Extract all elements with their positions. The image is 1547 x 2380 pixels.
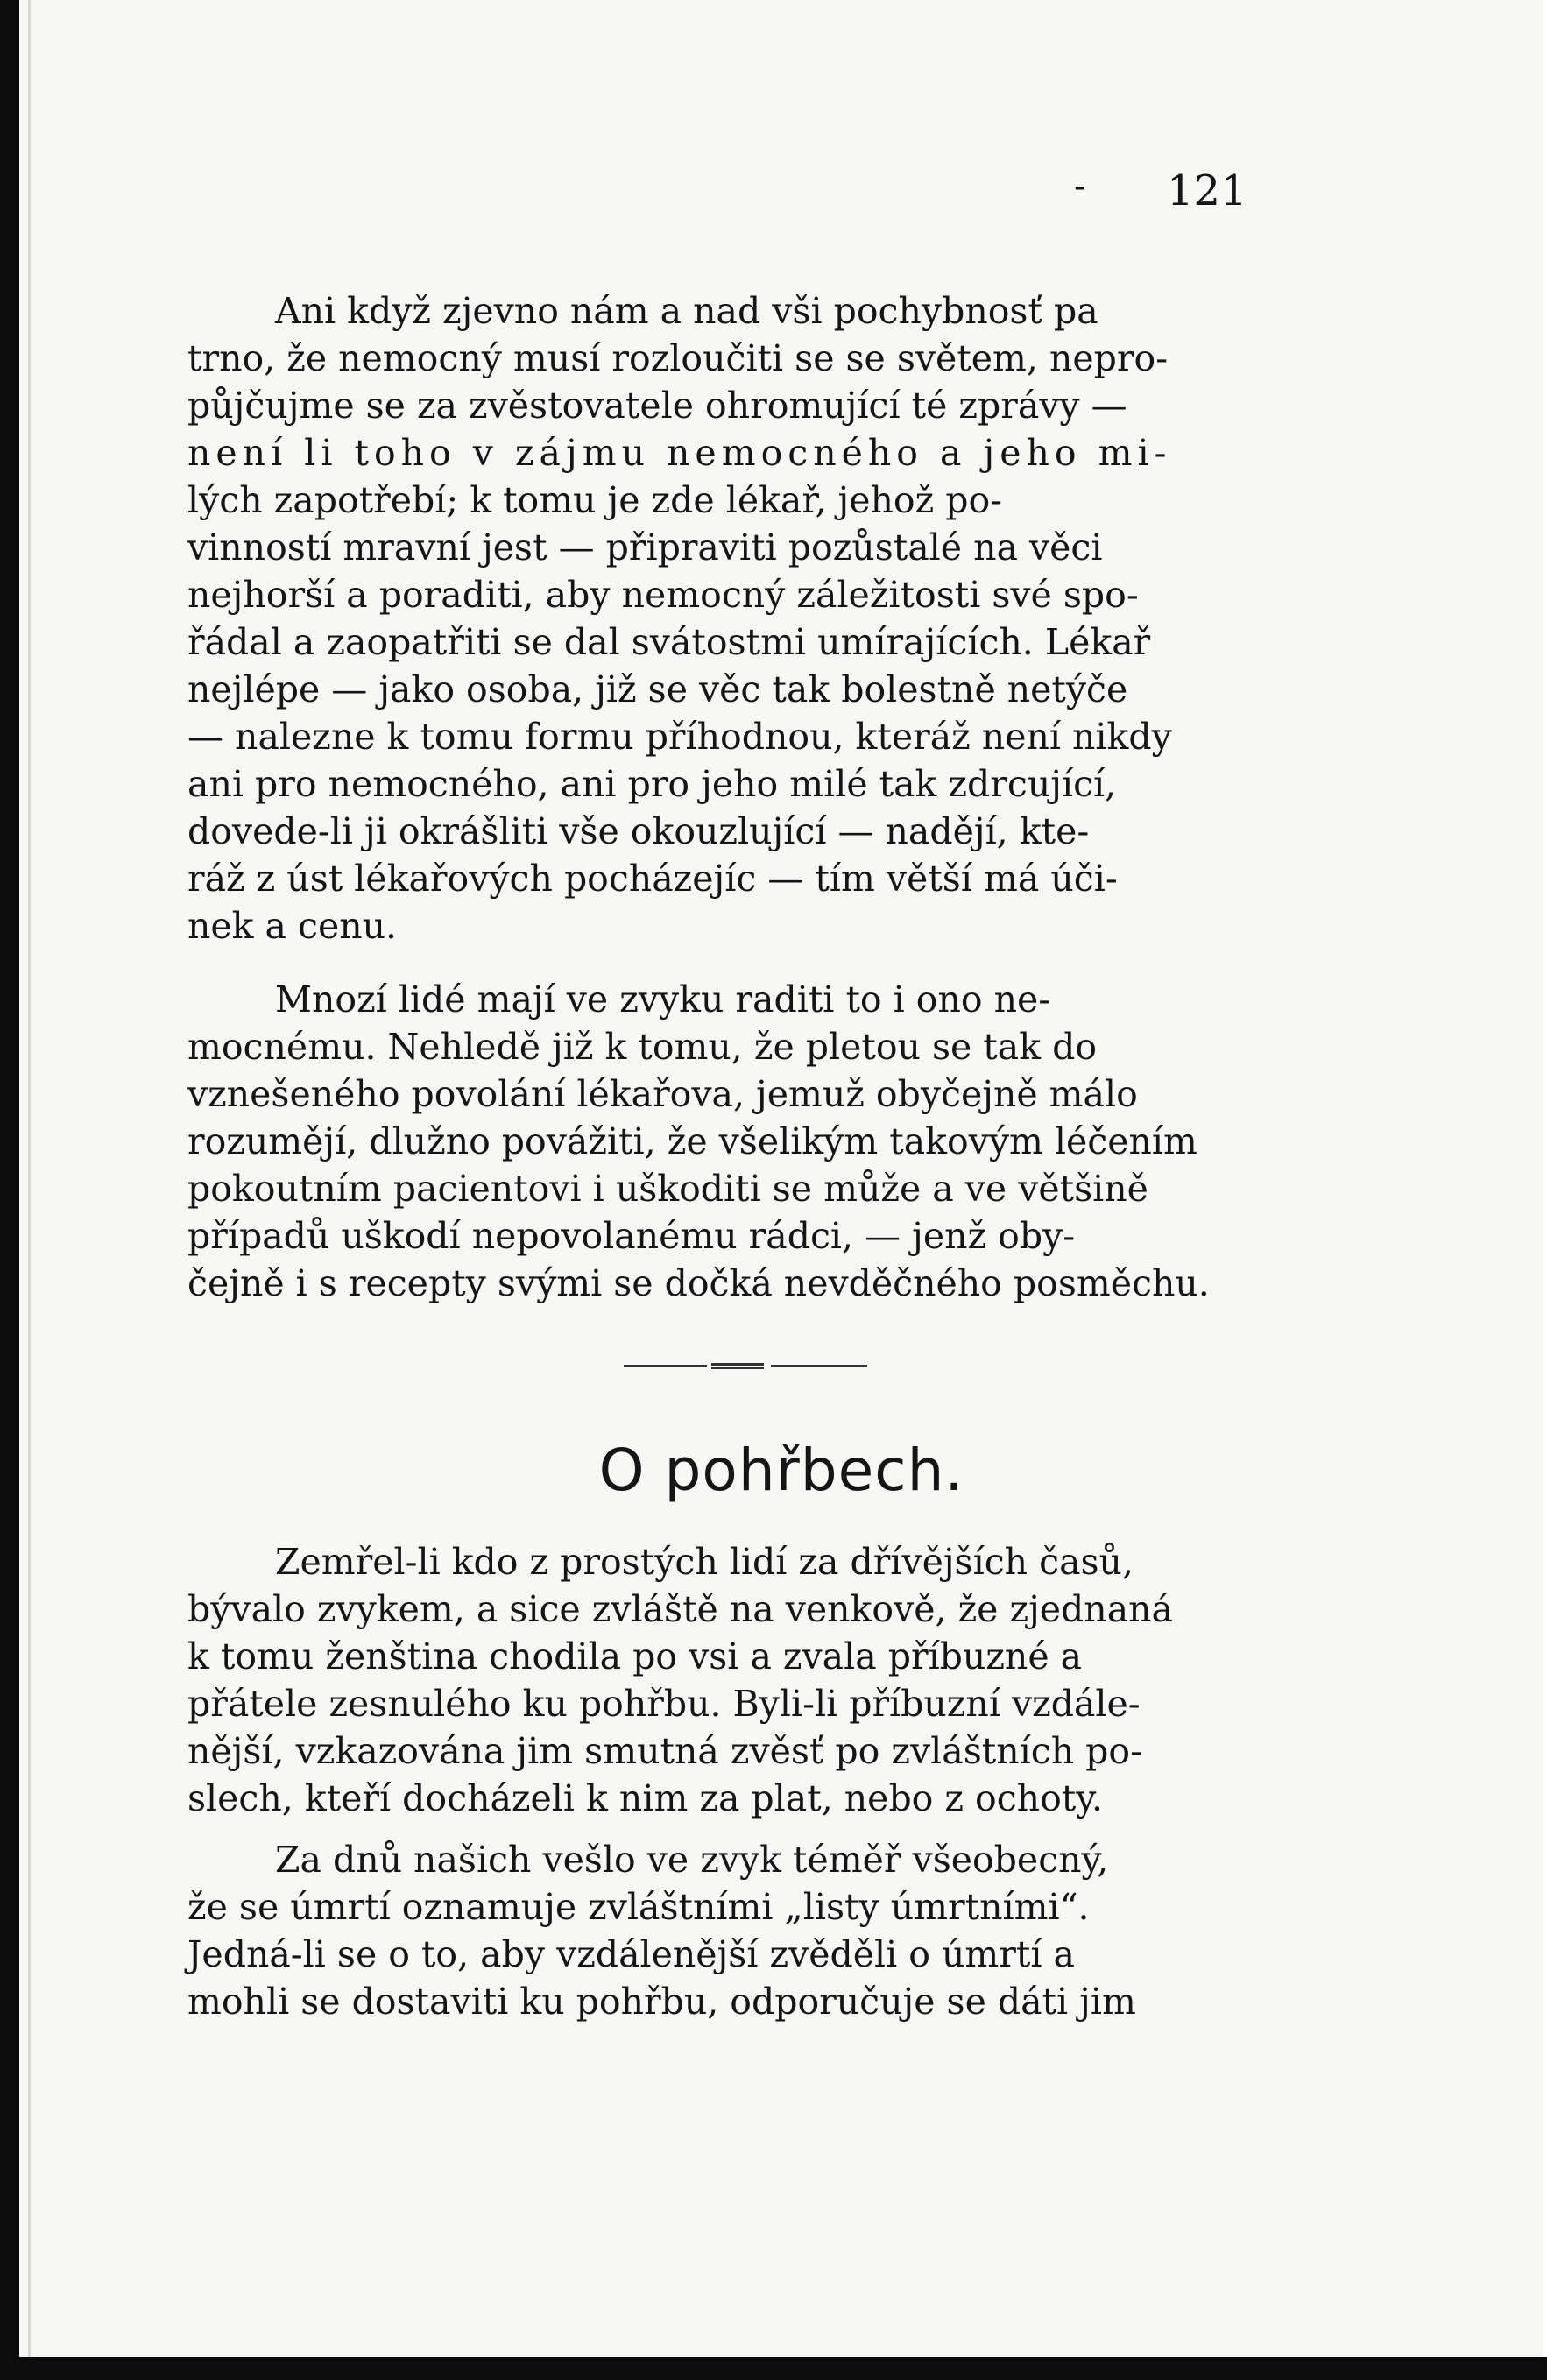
separator-rule xyxy=(711,1363,764,1366)
separator-rule xyxy=(711,1367,764,1369)
section-paragraph-1 xyxy=(187,1538,1274,1822)
text-line: mohli se dostaviti ku pohřbu, odporučuje se dáti jim xyxy=(187,1981,1136,2023)
text-line: nek a cenu. xyxy=(187,905,398,947)
text-line: případů uškodí nepovolanému rádci, — jenž oby- xyxy=(187,1215,1076,1257)
scan-right-border xyxy=(1543,0,1547,2380)
text-line: nejlépe — jako osoba, již se věc tak bolestně netýče xyxy=(187,668,1128,710)
text-line: slech, kteří docházeli k nim za plat, nebo z ochoty. xyxy=(187,1777,1103,1819)
text-line: pokoutním pacientovi i uškoditi se může a ve většině xyxy=(187,1168,1148,1210)
text-line: přátele zesnulého ku pohřbu. Byli-li příbuzní vzdále- xyxy=(187,1683,1141,1725)
page-number-dash: - xyxy=(1074,166,1086,207)
text-line: dovede-li ji okrášliti vše okouzlující — nadějí, kte- xyxy=(187,810,1090,852)
text-line: rozumějí, dlužno povážiti, že všelikým takovým léčením xyxy=(187,1120,1197,1162)
page-edge-line xyxy=(28,0,31,2357)
text-line: k tomu ženština chodila po vsi a zvala příbuzné a xyxy=(187,1635,1083,1677)
text-line: Za dnů našich vešlo ve zvyk téměř všeobecný, xyxy=(275,1839,1109,1881)
text-line: vznešeného povolání lékařova, jemuž obyčejně málo xyxy=(187,1073,1138,1115)
text-line: Jedná-li se o to, aby vzdálenější zvěděli o úmrtí a xyxy=(187,1933,1075,1975)
text-line: půjčujme se za zvěstovatele ohromující té zprávy — xyxy=(187,385,1127,427)
text-line: lých zapotřebí; k tomu je zde lékař, jehož po- xyxy=(187,479,1003,521)
separator-rule xyxy=(771,1365,867,1367)
text-line: Zemřel-li kdo z prostých lidí za dřívějších časů, xyxy=(275,1541,1134,1583)
text-line: ráž z úst lékařových pocházejíc — tím větší má úči- xyxy=(187,858,1118,900)
text-line: trno, že nemocný musí rozloučiti se se světem, nepro- xyxy=(187,337,1169,379)
book-page xyxy=(19,0,1543,2357)
separator-rule xyxy=(624,1365,707,1367)
text-line: nejhorší a poraditi, aby nemocný záležitosti své spo- xyxy=(187,574,1139,616)
paragraph-2 xyxy=(187,976,1274,1307)
text-line: že se úmrtí oznamuje zvláštními „listy úmrtními“. xyxy=(187,1886,1090,1928)
scan-left-border xyxy=(0,0,19,2380)
section-separator xyxy=(624,1365,869,1368)
text-line: není li toho v zájmu nemocného a jeho mi- xyxy=(187,432,1172,474)
text-line: Ani když zjevno nám a nad vši pochybnosť pa xyxy=(275,290,1098,332)
page-number: 121 xyxy=(1167,166,1247,215)
text-line: bývalo zvykem, a sice zvláště na venkově, že zjednaná xyxy=(187,1588,1173,1630)
text-line: — nalezne k tomu formu příhodnou, kteráž není nikdy xyxy=(187,716,1172,758)
text-line: mocnému. Nehledě již k tomu, že pletou se tak do xyxy=(187,1026,1098,1068)
text-line: vinností mravní jest — připraviti pozůstalé na věci xyxy=(187,526,1103,569)
text-line: ani pro nemocného, ani pro jeho milé tak zdrcující, xyxy=(187,763,1117,805)
section-heading: O pohřbech. xyxy=(598,1437,964,1504)
text-line: řádal a zaopatřiti se dal svátostmi umírajících. Lékař xyxy=(187,621,1151,663)
text-line: Mnozí lidé mají ve zvyku raditi to i ono ne- xyxy=(275,978,1051,1021)
scan-bottom-border xyxy=(0,2357,1547,2380)
text-line: nější, vzkazována jim smutná zvěsť po zvláštních po- xyxy=(187,1730,1142,1772)
text-line: čejně i s recepty svými se dočká nevděčného posměchu. xyxy=(187,1262,1210,1304)
section-paragraph-2 xyxy=(187,1836,1274,2025)
paragraph-1 xyxy=(187,287,1274,950)
